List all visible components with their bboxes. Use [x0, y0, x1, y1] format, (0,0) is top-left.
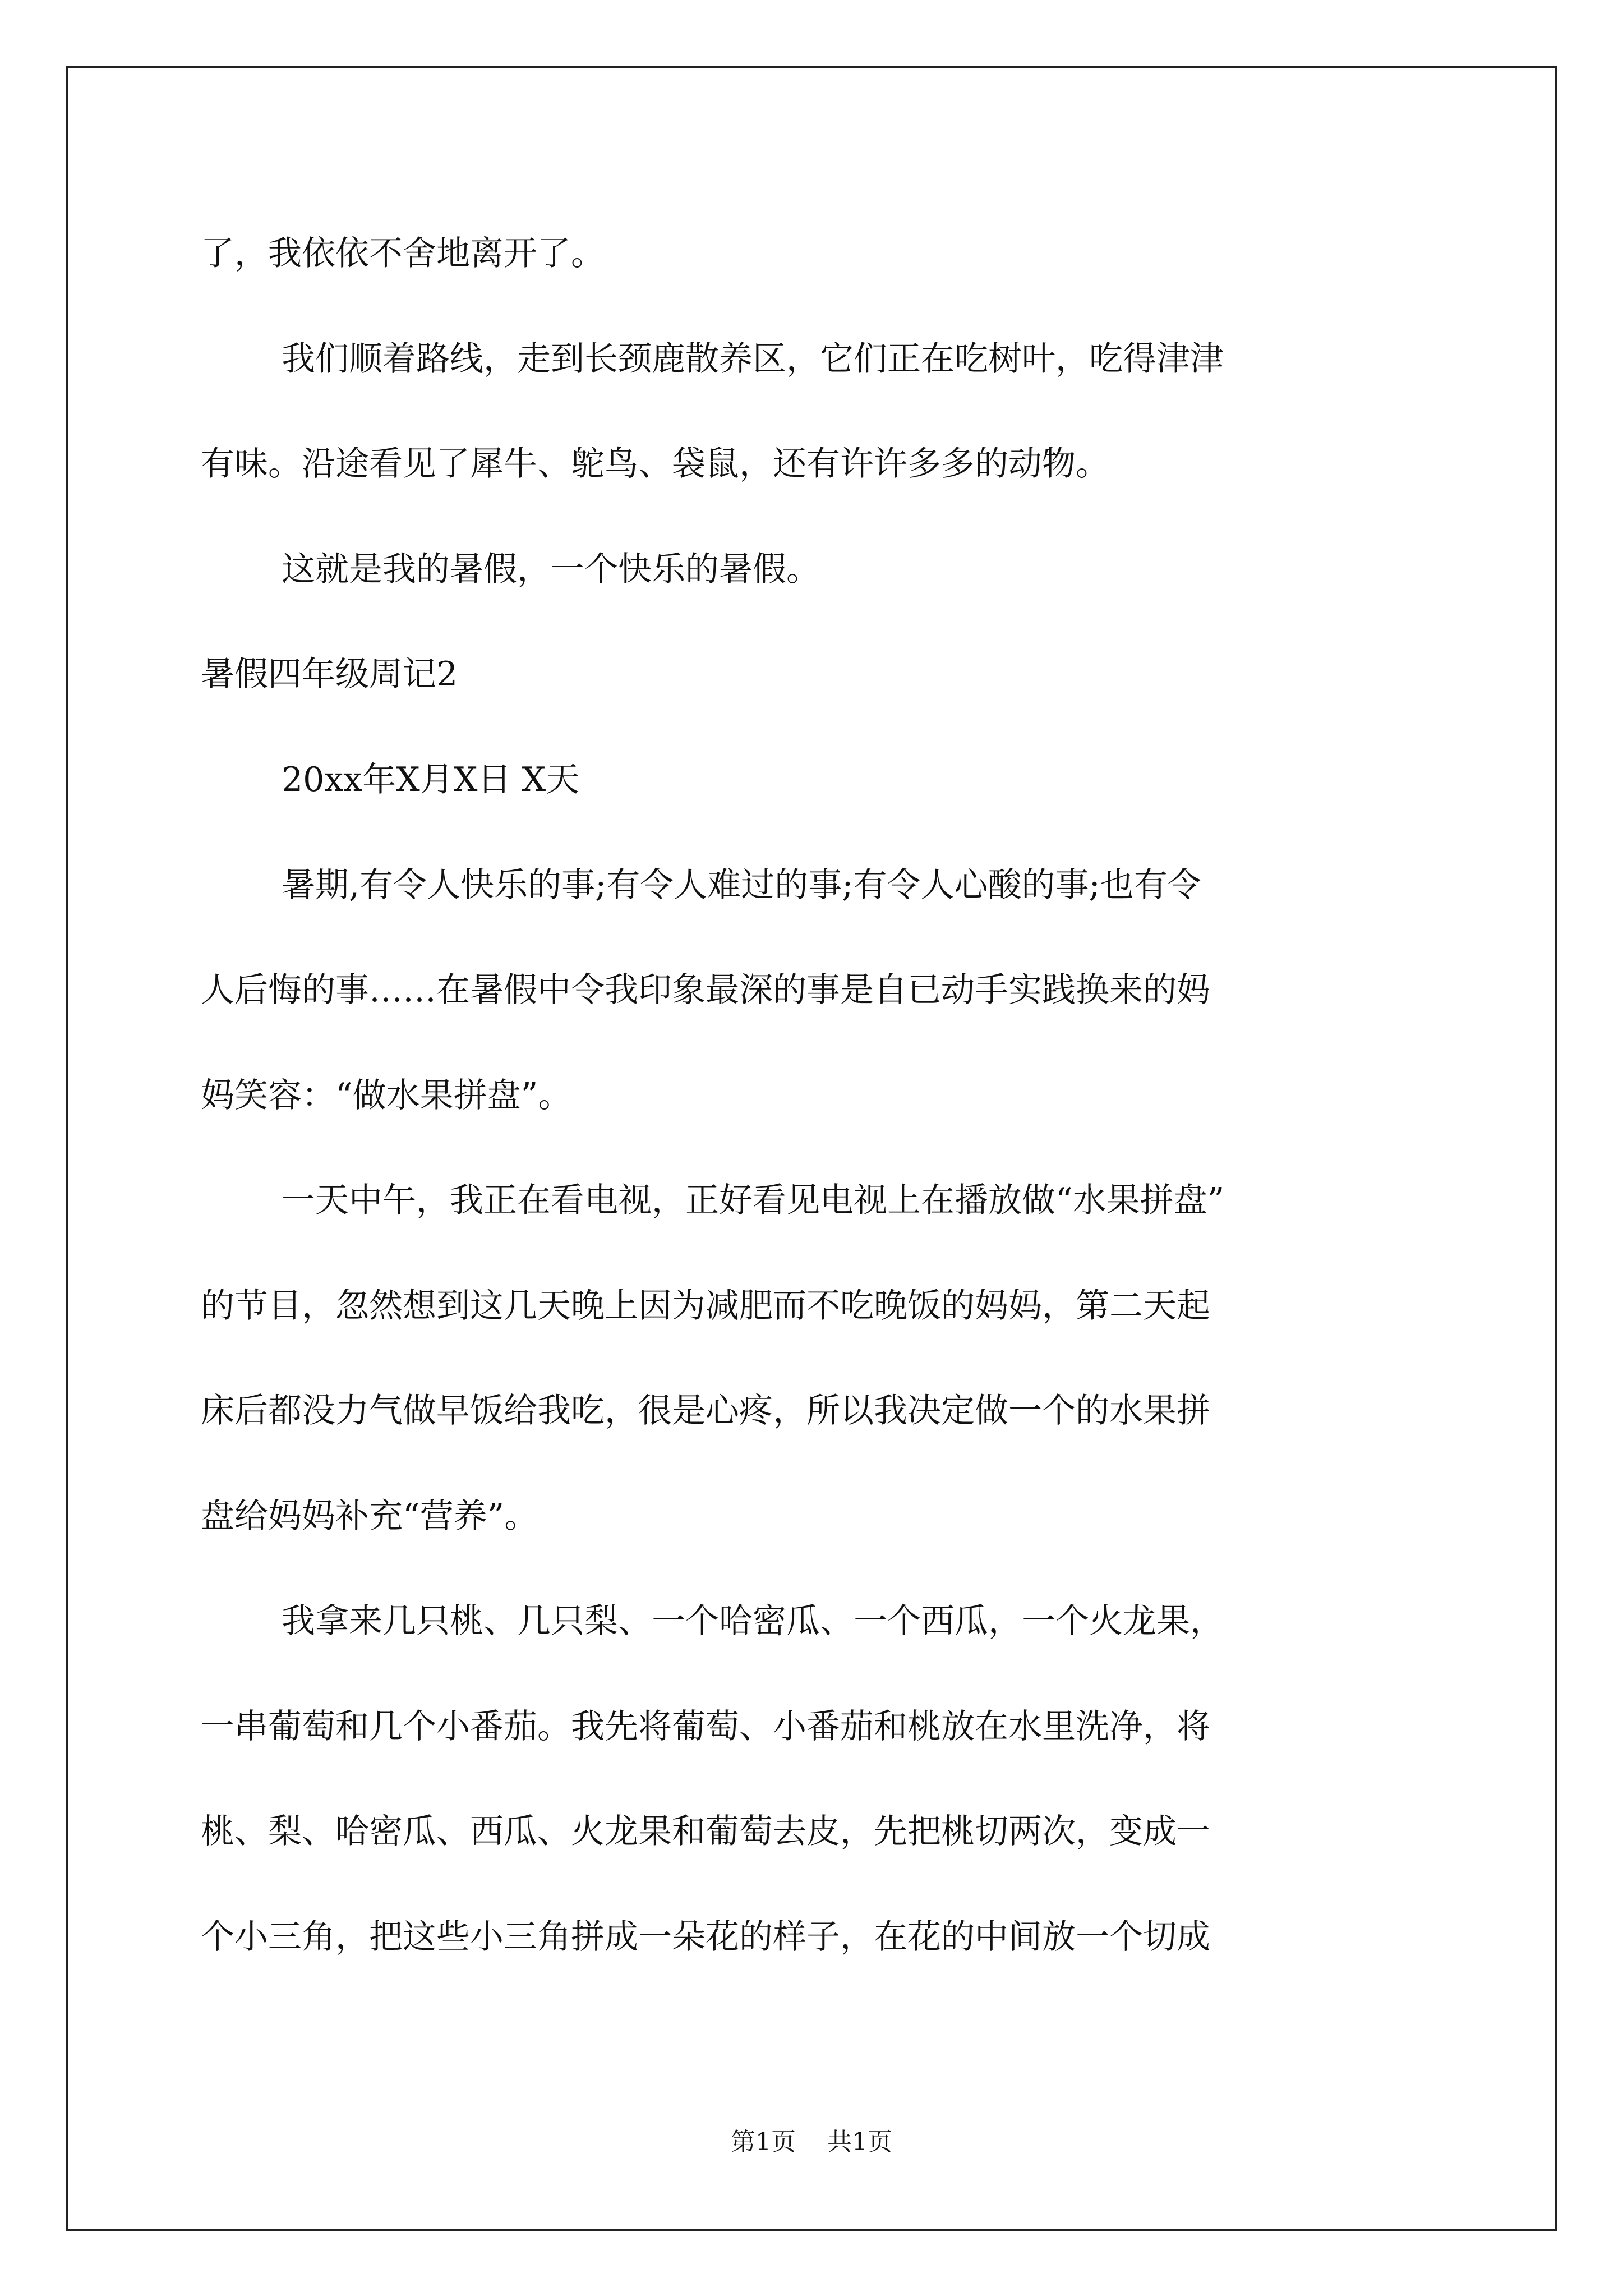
page-border [66, 66, 1557, 2231]
paragraph-line: 这就是我的暑假，一个快乐的暑假。 [282, 550, 820, 589]
date-line: 20xx年X月X日 X天 [282, 760, 580, 799]
section-heading: 暑假四年级周记2 [201, 655, 458, 694]
paragraph-line: 桃、梨、哈密瓜、西瓜、火龙果和葡萄去皮，先把桃切两次，变成一 [201, 1812, 1210, 1851]
page-number-footer: 第1页 共1页 [731, 2128, 892, 2156]
paragraph-line: 一串葡萄和几个小番茄。我先将葡萄、小番茄和桃放在水里洗净，将 [201, 1707, 1210, 1746]
paragraph-line: 我拿来几只桃、几只梨、一个哈密瓜、一个西瓜，一个火龙果， [282, 1602, 1224, 1641]
paragraph-line: 我们顺着路线，走到长颈鹿散养区，它们正在吃树叶，吃得津津 [282, 339, 1224, 379]
paragraph-line: 的节目，忽然想到这几天晚上因为减肥而不吃晚饭的妈妈，第二天起 [201, 1286, 1210, 1326]
paragraph-line: 有味。沿途看见了犀牛、鸵鸟、袋鼠，还有许许多多的动物。 [201, 444, 1109, 484]
paragraph-line: 盘给妈妈补充“营养”。 [201, 1497, 538, 1536]
paragraph-line: 床后都没力气做早饭给我吃，很是心疼，所以我决定做一个的水果拼 [201, 1391, 1210, 1430]
paragraph-line: 暑期,有令人快乐的事;有令人难过的事;有令人心酸的事;也有令 [282, 866, 1201, 905]
paragraph-line: 个小三角，把这些小三角拼成一朵花的样子，在花的中间放一个切成 [201, 1917, 1210, 1957]
paragraph-line: 妈笑容：“做水果拼盘”。 [201, 1076, 572, 1115]
paragraph-line: 了，我依依不舍地离开了。 [201, 234, 605, 273]
paragraph-line: 人后悔的事……在暑假中令我印象最深的事是自已动手实践换来的妈 [201, 970, 1210, 1010]
paragraph-line: 一天中午，我正在看电视，正好看见电视上在播放做“水果拼盘” [282, 1181, 1225, 1220]
